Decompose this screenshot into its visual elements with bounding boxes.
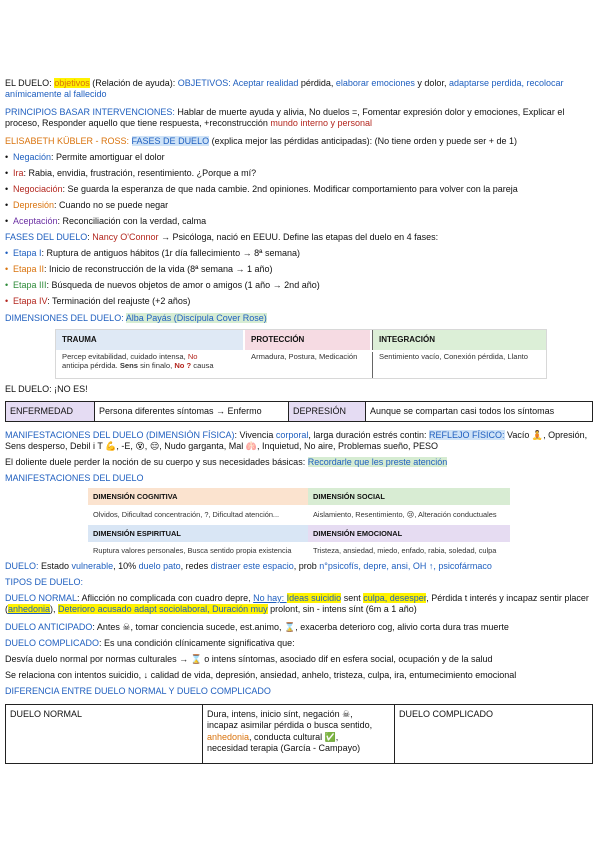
oconnor-text: → Psicóloga, nació en EEUU. Define las etapas del duelo en 4 fases: [158,232,439,242]
fases-duelo-tag: FASES DE DUELO [131,136,210,146]
trauma-text [56,352,243,370]
reflejo-fisico-tag: REFLEJO FÍSICO: [428,430,505,440]
manif-sintomas: Vacío 🧘, Opresión, Sens desperso, Debil i T 💪, -E, 😵, 😔, Nudo garganta, Mal 🫁, Inquietud, No aire, Problemas sueño, PESO [5,430,588,452]
etapa-name: Etapa I [13,248,42,258]
kubler-item-aceptacion [5,216,592,227]
etapa-text: : Ruptura de antiguos hábitos (1r día fallecimiento → 8ª semana) [41,248,300,258]
duelo-anticipado-text: : Antes ☠, tomar conciencia sucede, est.animo, ⌛, exacerba deterioro cog, alivio corta dura tras muerte [92,622,509,632]
duelo-complicado-def [5,638,592,649]
duelo-normal-text: : Aflicción no complicada con cuadro depre, [77,593,254,603]
etapa-4 [5,296,592,307]
no-hay-text: No hay: [253,593,287,603]
trauma-part: Sens [119,361,138,371]
etapa-1 [5,248,592,259]
manifestaciones-heading: MANIFESTACIONES DEL DUELO [5,473,144,483]
proteccion-header: PROTECCIÓN [245,330,370,350]
trauma-part: No [187,352,198,361]
kubler-text: : Reconciliación con la verdad, calma [57,216,207,226]
bullet-icon: • [5,152,9,162]
bullet-icon: • [5,200,9,210]
duelo-complicado-text: : Es una condición clínicamente significativa que: [99,638,295,648]
culpa-text: culpa, desesper [363,593,427,603]
duelo-anticipado-def [5,622,592,633]
kubler-label: ELISABETH KÜBLER - ROSS: [5,136,132,146]
duelo-normal-cell: DUELO NORMAL [6,705,203,764]
trauma-header: TRAUMA [56,330,243,350]
kubler-name: Negociación [13,184,63,194]
anhedonia-word: anhedonia [8,604,51,615]
kubler-text: : Se guarda la esperanza de que nada cambie. 2nd opiniones. Modificar comportamiento para volver con la pareja [62,184,518,194]
kubler-item-negociacion [5,184,592,195]
psicofis-text: n°psicofís, depre, ansi, OH ↑, psicofármaco [319,561,492,571]
enfermedad-cell: ENFERMEDAD [6,402,95,422]
no-es-heading: EL DUELO: ¡NO ES! [5,384,88,394]
duelo-pato: duelo pato [138,561,181,571]
principios-mundo: mundo interno y personal [270,118,372,129]
dimensiones-figure [55,329,547,379]
distraer-text: distraer este espacio [210,561,294,571]
desvia-line: Desvía duelo normal por normas culturales → ⌛ o intens síntomas, asociado dif en esfera social, ocupación y de la salud [5,654,493,664]
kubler-name: Ira [13,168,24,178]
integracion-header: INTEGRACIÓN [372,330,546,350]
kubler-text: : Cuando no se puede negar [54,200,169,210]
bullet-icon: • [5,184,9,194]
etapa-name: Etapa II [13,264,45,274]
vulnerable-word: vulnerable [71,561,114,571]
doliente-line [5,457,592,468]
bullet-icon: • [5,296,9,306]
kubler-note: (explica mejor las pérdidas anticipadas): (No tiene orden y puede ser + de 1) [209,136,517,146]
objetivo-aceptar: OBJETIVOS: Aceptar realidad [177,78,299,88]
trauma-part: No ? [174,361,192,371]
duelo-normal-label: DUELO NORMAL [5,593,78,603]
objetivo-adaptarse: adaptarse perdida, recolocar anímicamente al fallecido [5,78,564,100]
kubler-item-negacion [5,152,592,163]
dimensiones-heading [5,313,592,324]
duelo-label: DUELO: [5,561,42,571]
bullet-icon: • [5,264,9,274]
duelo-normal-def [5,593,592,616]
etapa-text: : Inicio de reconstrucción de la vida (8ª semana → 1 año) [44,264,273,274]
depresion-cell: DEPRESIÓN [289,402,366,422]
sent-text: sent [341,593,364,603]
bullet-icon: • [5,280,9,290]
bullet-icon: • [5,216,9,226]
trauma-part: sin finalo, [138,361,175,371]
recordarle-tag: Recordarle que les preste atención [307,457,448,467]
manif-vivencia: : Vivencia [234,430,276,440]
principios-label: PRINCIPIOS BASAR INTERVENCIONES: [5,107,178,117]
social-text: Aislamiento, Resentimiento, 😢, Alteración conductuales [313,510,497,519]
social-header: DIMENSIÓN SOCIAL [308,488,510,505]
ideas-suicidio: Ideas suicidio [286,593,342,603]
bullet-icon: • [5,248,9,258]
manif-corporal: corporal [275,430,309,440]
desc-line: necesidad terapia (García - Campayo) [207,742,361,753]
no-es-table [5,401,593,422]
emocional-header: DIMENSIÓN EMOCIONAL [308,525,510,542]
diferencia-table [5,704,593,764]
trauma-part: causa [191,361,214,371]
desc-line: , conducta cultural ✅, [249,731,339,742]
duelo-complicado-label: DUELO COMPLICADO [5,638,100,648]
desc-line: Dura, intens, inicio sínt, negación ☠, [207,709,353,719]
oconnor-name: Nancy O'Connor [92,232,159,242]
paren-close: ), [50,604,59,615]
kubler-text: : Permite amortiguar el dolor [51,152,165,162]
principios-intervenciones [5,107,592,130]
table-row [6,705,593,764]
emocional-text: Tristeza, ansiedad, miedo, enfado, rabia, soledad, culpa [313,546,497,555]
dimensiones-label: DIMENSIONES DEL DUELO: [5,313,126,323]
trauma-part: anticipa pérdida. [62,361,120,371]
etapa-text: : Búsqueda de nuevos objetos de amor o amigos (1 año → 2nd año) [46,280,320,290]
kubler-ross-heading [5,136,592,147]
espiritual-header: DIMENSIÓN ESPIRITUAL [88,525,308,542]
objetivo-perdida: pérdida, [298,78,336,88]
principios-text: Hablar de muerte ayuda y alivia, No duelos =, Fomentar expresión dolor y emociones, Explicar el proceso, Responder aquello que tiene respuesta, +reconstrucción [5,107,565,129]
duracion-text: prolont, sin - intens sínt (6m a 1 año) [267,604,417,615]
manif-estres: , larga duración estrés contin: [308,430,429,440]
trauma-part: Percep evitabilidad, cuidado intensa, [62,352,188,361]
oconnor-heading [5,232,592,243]
perdida-text: , Pérdida t interés y incapaz sentir placer ( [5,593,589,615]
doliente-text: El doliente duele perder la noción de su cuerpo y sus necesidades básicas: [5,457,308,467]
relaciona-line: Se relaciona con intentos suicidio, ↓ calidad de vida, depresión, ansiedad, anhelo, tristeza, culpa, ira, entumecimiento emocional [5,670,517,680]
duelo-anticipado-label: DUELO ANTICIPADO [5,622,93,632]
etapa-name: Etapa III [13,280,47,290]
kubler-text: : Rabia, envidia, frustración, resentimiento. ¿Porque a mí? [23,168,257,178]
duelo-complicado-cell: DUELO COMPLICADO [395,705,593,764]
anhedonia-word: anhedonia [207,731,250,742]
cognitiva-text: Olvidos, Dificultad concentración, ?, Dificultad atención... [93,510,280,519]
deterioro-text: Deterioro acusado adapt sociolaboral, Duración muy [58,604,268,615]
diferencia-heading: DIFERENCIA ENTRE DUELO NORMAL Y DUELO COMPLICADO [5,686,271,696]
proteccion-text: Armadura, Postura, Medicación [251,352,358,361]
prob-text: , prob [293,561,320,571]
fases-label: FASES DEL DUELO [5,232,88,242]
objetivo-dolor: y dolor, [414,78,449,88]
redes-text: , redes [180,561,211,571]
desc-line: incapaz asimilar pérdida o busca sentido, [207,720,373,731]
manif-label: MANIFESTACIONES DEL DUELO (DIMENSIÓN FÍSICA) [5,430,235,440]
manifestaciones-fisica [5,430,592,453]
kubler-name: Depresión [13,200,55,210]
estado-text: Estado [41,561,72,571]
espiritual-text: Ruptura valores personales, Busca sentido propia existencia [93,546,292,555]
table-row [6,402,593,422]
tipos-duelo-heading: TIPOS DE DUELO: [5,577,84,587]
bullet-icon: • [5,168,9,178]
relacion-ayuda: (Relación de ayuda): [89,78,178,88]
objetivo-elaborar: elaborar emociones [335,78,415,88]
cognitiva-header: DIMENSIÓN COGNITIVA [88,488,308,505]
alba-payas: Alba Payás (Discípula Cover Rose) [125,313,267,323]
kubler-name: Aceptación [13,216,58,226]
dimensiones-manifestaciones-figure [88,488,510,558]
duelo-estado [5,561,592,572]
enfermedad-desc: Persona diferentes síntomas → Enfermo [95,402,289,422]
integracion-text: Sentimiento vacío, Conexión pérdida, Llanto [372,352,546,378]
depresion-desc: Aunque se compartan casi todos los síntomas [366,402,593,422]
objetivos-word: objetivos [54,78,90,88]
kubler-item-depresion [5,200,592,211]
etapa-text: : Terminación del reajuste (+2 años) [47,296,191,306]
kubler-item-ira [5,168,592,179]
diferencia-desc-cell [203,705,395,764]
etapa-3 [5,280,592,291]
etapa-name: Etapa IV [13,296,48,306]
fases-colon: : [87,232,93,242]
kubler-name: Negación [13,152,52,162]
etapa-2 [5,264,592,275]
duelo-label: EL DUELO: [5,78,55,88]
duelo-objetivos [5,78,592,101]
percent-text: , 10% [113,561,139,571]
